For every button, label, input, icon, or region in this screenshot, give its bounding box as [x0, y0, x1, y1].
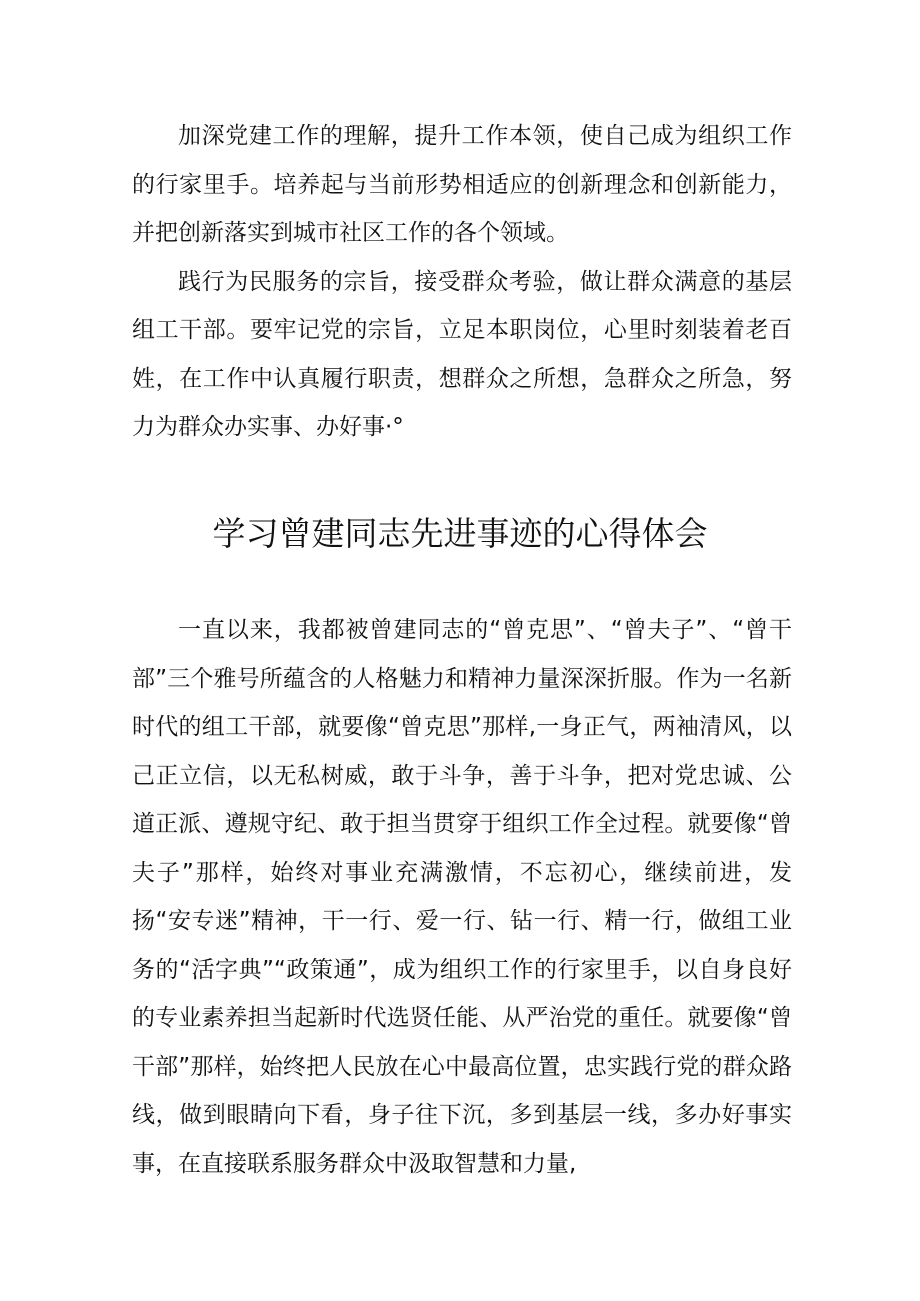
- paragraph-1: 加深党建工作的理解，提升工作本领，使自己成为组织工作的行家里手。培养起与当前形势相适应的创新理念和创新能力，并把创新落实到城市社区工作的各个领域。: [132, 123, 792, 246]
- top-text-block: [132, 112, 792, 452]
- paragraph-2: 践行为民服务的宗旨，接受群众考验，做让群众满意的基层组工干部。要牢记党的宗旨，立足本职岗位，心里时刻装着老百姓，在工作中认真履行职责，想群众之所想，急群众之所急，努力为群众办实事、办好事·°: [132, 268, 792, 440]
- paragraph-3: 一直以来，我都被曾建同志的“曾克思”、“曾夫子”、“曾干部”三个雅号所蕴含的人格魅力和精神力量深深折服。作为一名新时代的组工干部，就要像“曾克思”那样,一身正气，两袖清风，以己正立信，以无私树威，敢于斗争，善于斗争，把对党忠诚、公道正派、遵规守纪、敢于担当贯穿于组织工作全过程。就要像“曾夫子”那样，始终对事业充满激情，不忘初心，继续前进，发扬“安专迷”精神，干一行、爱一行、钻一行、精一行，做组工业务的“活字典”“政策通”，成为组织工作的行家里手，以自身良好的专业素养担当起新时代选贤任能、从严治党的重任。就要像“曾干部”那样，始终把人民放在心中最高位置，忠实践行党的群众路线，做到眼睛向下看，身子往下沉，多到基层一线，多办好事实事，在直接联系服务群众中汲取智慧和力量,: [132, 617, 792, 1177]
- document-title: 学习曾建同志先进事迹的心得体会: [212, 514, 708, 553]
- bottom-text-block: [132, 606, 792, 1188]
